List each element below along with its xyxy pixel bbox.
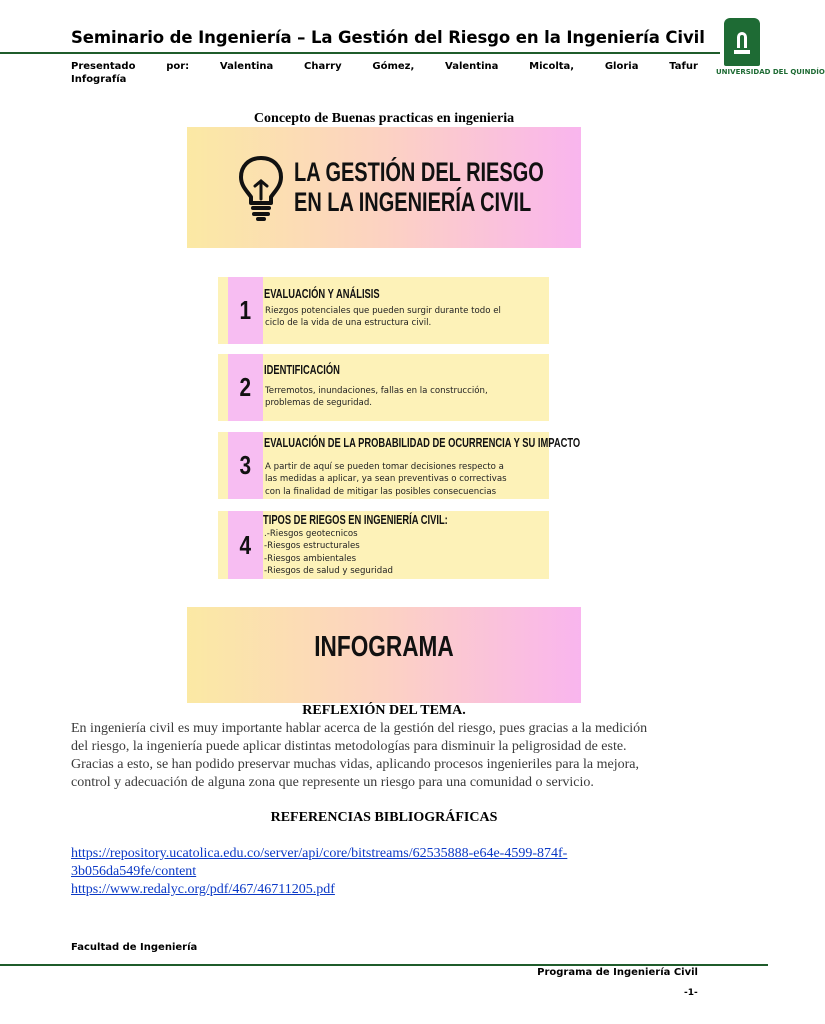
step-number: 2 xyxy=(228,354,263,421)
step-number: 1 xyxy=(228,277,263,344)
concept-title: Concepto de Buenas practicas en ingenieria xyxy=(253,111,515,126)
authors-word: Gómez, xyxy=(372,61,415,72)
step-description: Riezgos potenciales que pueden surgir durante todo el ciclo de la vida de una estructura civil. xyxy=(265,306,501,329)
references-title: REFERENCIAS BIBLIOGRÁFICAS xyxy=(270,810,498,825)
authors-word: por: xyxy=(166,61,190,72)
authors-word: Valentina xyxy=(219,61,274,72)
infographic-footer-label: INFOGRAMA xyxy=(314,631,454,663)
authors-word: Valentina xyxy=(445,61,499,72)
step-1 xyxy=(218,277,549,344)
footer-rule xyxy=(0,964,768,966)
logo-emblem-icon xyxy=(724,18,760,66)
reflection-paragraph xyxy=(71,720,711,792)
footer-program: Programa de Ingeniería Civil xyxy=(537,967,698,978)
header-rule xyxy=(0,52,720,54)
authors-word: Tafur xyxy=(669,61,698,72)
step-number: 4 xyxy=(228,511,263,579)
step-heading: IDENTIFICACIÓN xyxy=(264,362,340,377)
footer-faculty: Facultad de Ingeniería xyxy=(71,942,198,953)
authors-line xyxy=(71,61,698,74)
step-description: .-Riesgos geotecnicos -Riesgos estructurales -Riesgos ambientales -Riesgos de salud y seguridad xyxy=(264,529,393,576)
reference-link-1[interactable]: https://repository.ucatolica.edu.co/server/api/core/bitstreams/62535888-e64e-4599-874f- 3b056da549fe/content xyxy=(71,846,568,879)
document-type: Infografía xyxy=(71,74,127,85)
infographic-title-line: EN LA INGENIERÍA CIVIL xyxy=(294,187,532,217)
page-number: -1- xyxy=(684,988,698,998)
infographic-header-band xyxy=(187,127,581,248)
logo-text: UNIVERSIDAD DEL QUINDÍO xyxy=(716,68,825,76)
reflection-line: control y adecuación de alguna zona que represente un riesgo para una comunidad o servicio. xyxy=(71,775,594,790)
step-number: 3 xyxy=(228,432,263,499)
reflection-line: En ingeniería civil es muy importante hablar acerca de la gestión del riesgo, pues gracias a la medición xyxy=(71,721,648,736)
reflection-line: Gracias a esto, se han podido preservar muchas vidas, aplicando procesos ingenieriles para la mejora, xyxy=(71,757,639,772)
authors-word: Gloria xyxy=(604,61,639,72)
step-heading: EVALUACIÓN Y ANÁLISIS xyxy=(264,286,380,301)
reference-link-2[interactable]: https://www.redalyc.org/pdf/467/46711205.pdf xyxy=(71,882,335,897)
infographic-title xyxy=(294,157,544,217)
reflection-line: del riesgo, la ingeniería puede aplicar distintas metodologías para disminuir la peligrosidad de este. xyxy=(71,739,627,754)
university-logo xyxy=(716,18,825,84)
infographic-footer-band xyxy=(187,607,581,703)
document-title: Seminario de Ingeniería – La Gestión del Riesgo en la Ingeniería Civil xyxy=(71,28,705,47)
step-3 xyxy=(218,432,581,499)
references-list xyxy=(71,845,671,899)
lightbulb-icon xyxy=(237,154,285,222)
step-description: Terremotos, inundaciones, fallas en la construcción, problemas de seguridad. xyxy=(265,386,488,409)
step-2 xyxy=(218,354,549,421)
step-4 xyxy=(218,511,549,579)
step-description: A partir de aquí se pueden tomar decisiones respecto a las medidas a aplicar, ya sean preventivas o correctivas con la finalidad de mitigar las posibles consecuencias xyxy=(265,462,507,497)
authors-word: Presentado xyxy=(71,61,136,72)
authors-word: Micolta, xyxy=(529,61,575,72)
authors-word: Charry xyxy=(304,61,342,72)
infographic xyxy=(187,127,581,703)
authors-block xyxy=(71,61,698,87)
step-heading: EVALUACIÓN DE LA PROBABILIDAD DE OCURRENCIA Y SU IMPACTO xyxy=(264,435,581,450)
infographic-title-line: LA GESTIÓN DEL RIESGO xyxy=(294,157,544,187)
reflection-title: REFLEXIÓN DEL TEMA. xyxy=(302,703,466,718)
step-heading: TIPOS DE RIEGOS EN INGENIERÍA CIVIL: xyxy=(263,512,448,527)
